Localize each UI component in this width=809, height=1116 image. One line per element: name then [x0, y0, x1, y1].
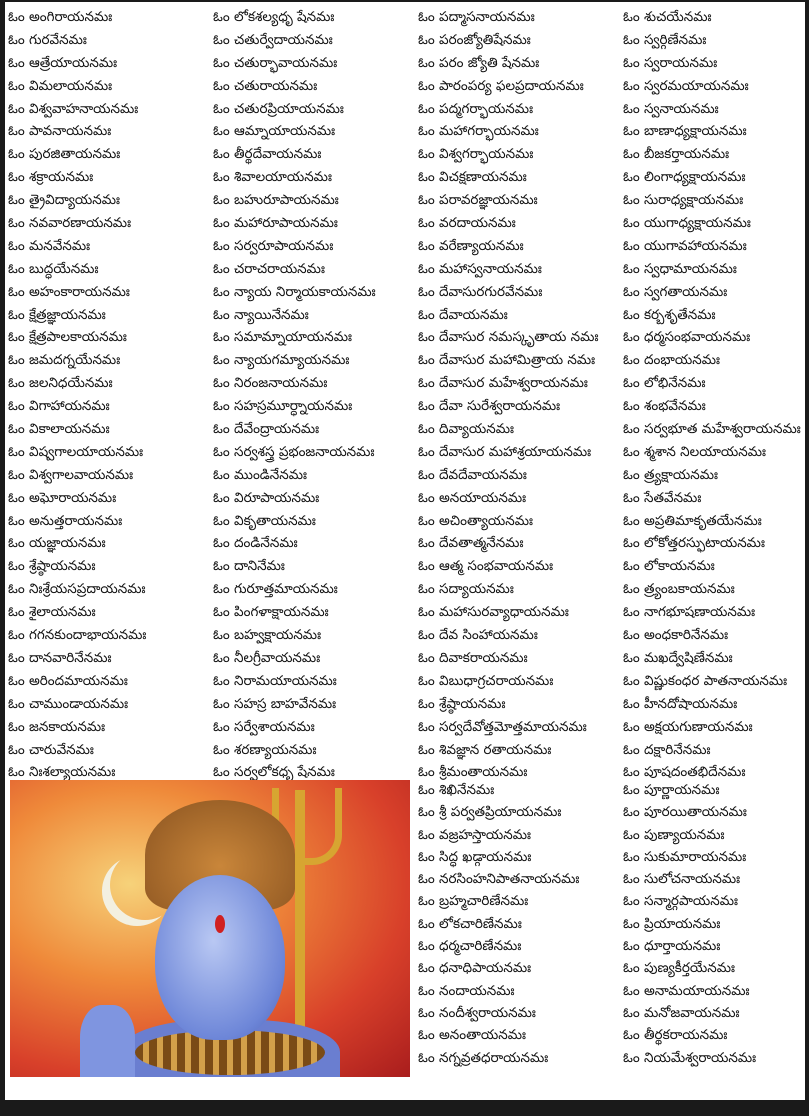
name-list-item: ఓం సర్వశస్త్ర ప్రభంజనాయనమః	[213, 443, 375, 460]
name-list-item: ఓం పూషదంతభిదేనమః	[623, 764, 746, 781]
name-list-item: ఓం దేవాయనమః	[418, 306, 508, 323]
name-list-item: ఓం త్రైవిద్యాయనమః	[8, 192, 121, 209]
name-list-item: ఓం ముండినేనమః	[213, 466, 308, 483]
name-list-item: ఓం త్ర్యక్షాయనమః	[623, 466, 718, 483]
name-list-item: ఓం విశ్వగర్భాయనమః	[418, 146, 534, 163]
name-list-item: ఓం ధనాధిపాయనమః	[418, 960, 532, 977]
name-list-item: ఓం న్యాయగమ్యాయనమః	[213, 352, 350, 369]
name-list-item: ఓం క్షేత్రజ్ఞాయనమః	[8, 306, 106, 323]
name-list-item: ఓం దివాకరాయనమః	[418, 649, 528, 666]
name-list-item: ఓం ఆత్రేయాయనమః	[8, 54, 118, 71]
name-list-item: ఓం యుగాధ్యక్షాయనమః	[623, 215, 751, 232]
name-list-item: ఓం బీజకర్తాయనమః	[623, 146, 730, 163]
name-list-item: ఓం విరూపాయనమః	[213, 489, 320, 506]
name-list-item: ఓం దేవా సురేశ్వరాయనమః	[418, 398, 561, 415]
document-page	[5, 2, 805, 1100]
name-list-item: ఓం మనోజవాయనమః	[623, 1004, 740, 1021]
name-list-item: ఓం స్వనాయనమః	[623, 100, 719, 117]
name-list-item: ఓం దేవాసుర నమస్కృతాయ నమః	[418, 329, 599, 346]
name-list-item: ఓం అంధకారినేనమః	[623, 627, 729, 644]
name-list-item: ఓం మనవేనమః	[8, 237, 91, 254]
name-list-item: ఓం శ్రేష్ఠాయనమః	[418, 695, 506, 712]
name-column-3	[418, 6, 598, 784]
name-list-item: ఓం న్యాయినేనమః	[213, 306, 309, 323]
name-list-item: ఓం నరసింహనిపాతనాయనమః	[418, 871, 580, 888]
name-list-item: ఓం సర్వరూపాయనమః	[213, 237, 334, 254]
name-list-item: ఓం పావనాయనమః	[8, 123, 112, 140]
name-list-item: ఓం స్వరమయాయనమః	[623, 77, 749, 94]
name-list-item: ఓం సన్మార్గపాయనమః	[623, 893, 738, 910]
name-list-item: ఓం ధర్మసంభవాయనమః	[623, 329, 751, 346]
name-list-item: ఓం విశ్వగాలవాయనమః	[8, 466, 134, 483]
name-list-item: ఓం విష్ణుకంధర పాతనాయనమః	[623, 672, 788, 689]
name-list-item: ఓం శరణ్యాయనమః	[213, 741, 317, 758]
name-list-item: ఓం అనయాయనమః	[418, 489, 527, 506]
name-list-item: ఓం శుచయేనమః	[623, 9, 712, 25]
name-list-item: ఓం చతురప్రియాయనమః	[213, 100, 344, 117]
name-list-item: ఓం తీర్థదేవాయనమః	[213, 146, 322, 163]
name-list-item: ఓం నియమేశ్వరాయనమః	[623, 1049, 757, 1066]
name-list-item: ఓం దేవాసురగురవేనమః	[418, 283, 543, 300]
name-list-item: ఓం తీర్థకరాయనమః	[623, 1027, 728, 1044]
name-list-item: ఓం లోభినేనమః	[623, 375, 706, 392]
name-column-2	[213, 6, 376, 784]
name-list-item: ఓం పరం జ్యోతి షేనమః	[418, 54, 540, 71]
name-list-item: ఓం బాణాధ్యక్షాయనమః	[623, 123, 747, 140]
name-list-item: ఓం అంగిరాయనమః	[8, 9, 113, 25]
name-column-4	[623, 6, 801, 784]
name-list-item: ఓం లింగాధ్యక్షాయనమః	[623, 169, 746, 186]
name-list-item: ఓం స్వధామాయనమః	[623, 260, 737, 277]
name-list-item: ఓం బుద్ధయేనమః	[8, 260, 99, 277]
name-list-item: ఓం అచింత్యాయనమః	[418, 512, 534, 529]
name-list-item: ఓం ఆమ్నాయాయనమః	[213, 123, 336, 140]
name-list-item: ఓం దేవ సింహాయనమః	[418, 627, 538, 644]
name-list-item: ఓం దానవారినేనమః	[8, 649, 112, 666]
name-list-item: ఓం నిఃశల్యాయనమః	[8, 764, 116, 781]
name-list-item: ఓం నందాయనమః	[418, 982, 515, 999]
name-list-item: ఓం పూరయితాయనమః	[623, 804, 747, 821]
name-list-item: ఓం పద్మగర్భాయనమః	[418, 100, 534, 117]
name-list-item: ఓం అఘోరాయనమః	[8, 489, 117, 506]
name-list-item: ఓం జనకాయనమః	[8, 718, 106, 735]
name-list-item: ఓం దేవదేవాయనమః	[418, 466, 527, 483]
name-list-item: ఓం స్వర్గిణేనమః	[623, 31, 707, 48]
name-list-item: ఓం శక్రాయనమః	[8, 169, 94, 186]
name-list-item: ఓం క్షేత్రపాలకాయనమః	[8, 329, 127, 346]
name-list-item: ఓం పుణ్యకీర్తయేనమః	[623, 960, 735, 977]
name-list-item: ఓం దేవాసుర మహామిత్రాయ నమః	[418, 352, 596, 369]
name-list-item: ఓం పుణ్యాయనమః	[623, 826, 725, 843]
name-list-item: ఓం విగాహాయనమః	[8, 398, 110, 415]
name-list-item: ఓం శ్రేష్ఠాయనమః	[8, 558, 96, 575]
name-list-item: ఓం పురజితాయనమః	[8, 146, 121, 163]
name-list-item: ఓం నీలగ్రీవాయనమః	[213, 649, 321, 666]
name-list-item: ఓం ప్రియాయనమః	[623, 915, 721, 932]
name-list-item: ఓం సిద్ధ ఖడ్గాయనమః	[418, 848, 532, 865]
name-list-item: ఓం లోకోత్తరస్ఫుటాయనమః	[623, 535, 765, 552]
name-list-item: ఓం దేవేంద్రాయనమః	[213, 421, 320, 438]
name-list-item: ఓం విబుధాగ్రచరాయనమః	[418, 672, 554, 689]
name-list-item: ఓం మహారూపాయనమః	[213, 215, 338, 232]
name-list-item: ఓం సద్యాయనమః	[418, 581, 514, 598]
name-column-3-lower	[418, 779, 579, 1069]
name-list-item: ఓం నందీశ్వరాయనమః	[418, 1004, 536, 1021]
name-list-item: ఓం నిఃశ్రేయసప్రదాయనమః	[8, 581, 146, 598]
name-list-item: ఓం అహంకారాయనమః	[8, 283, 130, 300]
name-list-item: ఓం మహాసురవ్యాధాయనమః	[418, 604, 569, 621]
name-list-item: ఓం బ్రహ్మచారిణేనమః	[418, 893, 529, 910]
name-list-item: ఓం నవవారణాయనమః	[8, 215, 132, 232]
name-list-item: ఓం సహస్ర బాహవేనమః	[213, 695, 337, 712]
name-list-item: ఓం చరాచరాయనమః	[213, 260, 325, 277]
name-list-item: ఓం విమలాయనమః	[8, 77, 113, 94]
name-list-item: ఓం చతుర్వేదాయనమః	[213, 31, 333, 48]
name-list-item: ఓం దండినేనమః	[213, 535, 298, 552]
name-list-item: ఓం ధూర్తాయనమః	[623, 938, 721, 955]
name-list-item: ఓం సేతవేనమః	[623, 489, 702, 506]
name-list-item: ఓం నిరామయాయనమః	[213, 672, 337, 689]
name-list-item: ఓం పరావరజ్ఞాయనమః	[418, 192, 538, 209]
name-list-item: ఓం శైలాయనమః	[8, 604, 96, 621]
name-list-item: ఓం శిఖినేనమః	[418, 782, 495, 798]
name-list-item: ఓం లోకచారిణేనమః	[418, 915, 522, 932]
name-list-item: ఓం హీనదోషాయనమః	[623, 695, 738, 712]
name-list-item: ఓం అరిందమాయనమః	[8, 672, 128, 689]
name-list-item: ఓం పద్మాసనాయనమః	[418, 9, 535, 25]
name-list-item: ఓం స్వరాయనమః	[623, 54, 718, 71]
name-list-item: ఓం లోకశల్యధృ షేనమః	[213, 9, 335, 25]
name-list-item: ఓం దివ్యాయనమః	[418, 421, 514, 438]
name-list-item: ఓం సుకుమారాయనమః	[623, 848, 747, 865]
name-list-item: ఓం వరదాయనమః	[418, 215, 516, 232]
name-list-item: ఓం సర్వదేవోత్తమోత్తమాయనమః	[418, 718, 587, 735]
name-list-item: ఓం గురవేనమః	[8, 31, 87, 48]
name-list-item: ఓం వజ్రహస్తాయనమః	[418, 826, 532, 843]
name-list-item: ఓం లోకాయనమః	[623, 558, 715, 575]
name-list-item: ఓం విష్వగాలయాయనమః	[8, 443, 144, 460]
name-list-item: ఓం బహురూపాయనమః	[213, 192, 339, 209]
name-list-item: ఓం సులోచనాయనమః	[623, 871, 741, 888]
name-list-item: ఓం స్వగతాయనమః	[623, 283, 728, 300]
name-list-item: ఓం చాముండాయనమః	[8, 695, 129, 712]
name-list-item: ఓం నగ్నవ్రతధరాయనమః	[418, 1049, 549, 1066]
name-list-item: ఓం శివజ్ఞాన రతాయనమః	[418, 741, 552, 758]
name-list-item: ఓం దేవాసుర మహాశ్రయాయనమః	[418, 443, 592, 460]
lord-shiva-image	[10, 780, 410, 1077]
name-list-item: ఓం సర్వలోకధృ షేనమః	[213, 764, 335, 781]
name-list-item: ఓం అక్షయగుణాయనమః	[623, 718, 753, 735]
name-list-item: ఓం మహాగర్భాయనమః	[418, 123, 539, 140]
name-list-item: ఓం శివాలయాయనమః	[213, 169, 332, 186]
name-column-1	[8, 6, 146, 784]
name-list-item: ఓం విశ్వవాహనాయనమః	[8, 100, 139, 117]
name-list-item: ఓం వరేణ్యాయనమః	[418, 237, 524, 254]
name-list-item: ఓం ఆత్మ సంభవాయనమః	[418, 558, 554, 575]
name-list-item: ఓం వికృతాయనమః	[213, 512, 316, 529]
name-list-item: ఓం సర్వభూత మహేశ్వరాయనమః	[623, 421, 801, 438]
name-list-item: ఓం అనుత్తరాయనమః	[8, 512, 123, 529]
name-list-item: ఓం దక్షారినేనమః	[623, 741, 711, 758]
name-list-item: ఓం సర్వేశాయనమః	[213, 718, 315, 735]
name-list-item: ఓం యజ్ఞాయనమః	[8, 535, 106, 552]
name-list-item: ఓం నాగభూషణాయనమః	[623, 604, 756, 621]
name-list-item: ఓం విచక్షణాయనమః	[418, 169, 527, 186]
name-list-item: ఓం పింగళాక్షాయనమః	[213, 604, 329, 621]
name-list-item: ఓం మఖద్వేషిణేనమః	[623, 649, 733, 666]
name-list-item: ఓం పూర్ణాయనమః	[623, 782, 720, 798]
name-list-item: ఓం అనంతాయనమః	[418, 1027, 526, 1044]
name-list-item: ఓం నిరంజనాయనమః	[213, 375, 328, 392]
name-list-item: ఓం చతురాయనమః	[213, 77, 318, 94]
name-list-item: ఓం అనామయాయనమః	[623, 982, 750, 999]
name-list-item: ఓం సురాధ్యక్షాయనమః	[623, 192, 744, 209]
name-list-item: ఓం కర్బశృతేనమః	[623, 306, 716, 323]
name-list-item: ఓం గురూత్తమాయనమః	[213, 581, 338, 598]
name-list-item: ఓం దంభాయనమః	[623, 352, 720, 369]
name-list-item: ఓం శ్రీమంతాయనమః	[418, 764, 528, 781]
name-list-item: ఓం జలనిధయేనమః	[8, 375, 113, 392]
name-list-item: ఓం శ్రీ పర్వతప్రియాయనమః	[418, 804, 562, 821]
name-list-item: ఓం సహస్రమూర్ధ్నాయనమః	[213, 398, 353, 415]
name-column-4-lower	[623, 779, 756, 1069]
name-list-item: ఓం బహ్వక్షాయనమః	[213, 627, 322, 644]
name-list-item: ఓం ధర్మచారిణేనమః	[418, 938, 522, 955]
blessing-hand	[80, 1005, 135, 1077]
name-list-item: ఓం గగనకుందాభాయనమః	[8, 627, 147, 644]
name-list-item: ఓం పరంజ్యోతిషేనమః	[418, 31, 531, 48]
name-list-item: ఓం న్యాయ నిర్మాయకాయనమః	[213, 283, 376, 300]
name-list-item: ఓం జమదగ్నయేనమః	[8, 352, 121, 369]
name-list-item: ఓం సమామ్నాయాయనమః	[213, 329, 353, 346]
name-list-item: ఓం దేవతాత్మనేనమః	[418, 535, 524, 552]
name-list-item: ఓం దేవాసుర మహేశ్వరాయనమః	[418, 375, 588, 392]
shiva-face	[155, 875, 285, 1040]
name-list-item: ఓం వికాలాయనమః	[8, 421, 110, 438]
name-list-item: ఓం దానినేమః	[213, 558, 285, 575]
tilak-mark	[215, 915, 225, 933]
name-list-item: ఓం యుగావహాయనమః	[623, 237, 747, 254]
name-list-item: ఓం శంభవేనమః	[623, 398, 706, 415]
name-list-item: ఓం అప్రతిమాకృతయేనమః	[623, 512, 762, 529]
name-list-item: ఓం త్ర్యంబకాయనమః	[623, 581, 735, 598]
name-list-item: ఓం శ్మశాన నిలయాయనమః	[623, 443, 767, 460]
name-list-item: ఓం మహాస్వనాయనమః	[418, 260, 542, 277]
name-list-item: ఓం చారువేనమః	[8, 741, 94, 758]
name-list-item: ఓం చతుర్భావాయనమః	[213, 54, 338, 71]
name-list-item: ఓం పారంపర్య ఫలప్రదాయనమః	[418, 77, 584, 94]
